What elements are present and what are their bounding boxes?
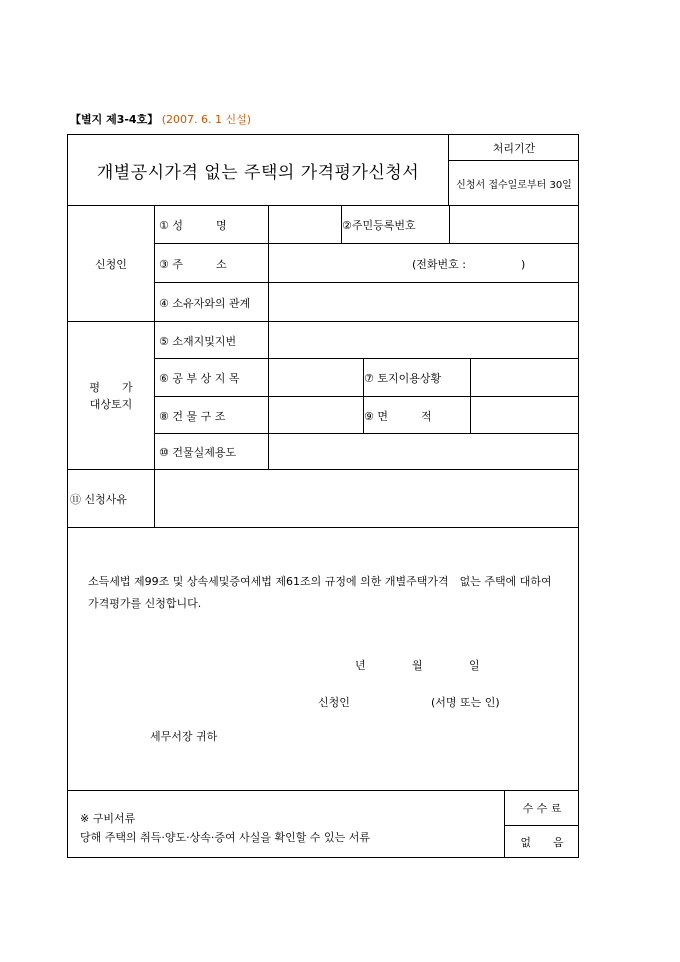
grid-line <box>341 205 342 243</box>
required-docs-text: 당해 주택의 취득·양도·상속·증여 사실을 확인할 수 있는 서류 <box>80 831 370 844</box>
grid-line <box>154 396 579 397</box>
area-label: ⑨ 면 적 <box>364 409 432 423</box>
land-section-label-line1: 평 가 <box>89 381 133 394</box>
grid-line <box>154 205 155 527</box>
declaration-text: 소득세법 제99조 및 상속세및증여세법 제61조의 규정에 의한 개별주택가격 없는 주택에 대하여 가격평가를 신청합니다. <box>88 575 552 610</box>
grid-line <box>363 358 364 433</box>
location-label: ⑤ 소재지및지번 <box>159 334 237 348</box>
land-use-field[interactable] <box>471 359 579 397</box>
grid-line <box>504 790 505 858</box>
grid-line <box>68 205 579 206</box>
phone-label: (전화번호 : ) <box>412 257 526 271</box>
name-field[interactable] <box>269 206 341 244</box>
fee-label: 수 수 료 <box>522 801 562 815</box>
reason-field[interactable] <box>155 470 579 528</box>
grid-line <box>449 205 450 243</box>
building-use-field[interactable] <box>269 434 579 470</box>
annex-number: 【별지 제3-4호】 <box>70 113 159 126</box>
grid-line <box>68 321 579 322</box>
grid-line <box>68 469 579 470</box>
building-use-label: ⑩ 건물실제용도 <box>159 446 237 459</box>
required-docs-title: ※ 구비서류 <box>80 812 136 825</box>
address-label: ③ 주 소 <box>159 257 227 271</box>
applicant-section-label: 신청인 <box>95 258 127 271</box>
established-date: (2007. 6. 1 신설) <box>161 113 252 126</box>
grid-line <box>154 433 579 434</box>
grid-line <box>470 358 471 433</box>
applicant-signature-label: 신청인 <box>318 696 350 709</box>
resident-no-label: ②주민등록번호 <box>342 219 416 232</box>
grid-line <box>154 358 579 359</box>
grid-line <box>448 135 449 205</box>
address-field[interactable] <box>269 244 579 283</box>
grid-line <box>448 160 579 161</box>
reason-label: ⑪ 신청사유 <box>70 493 128 506</box>
grid-line <box>154 243 579 244</box>
declaration-area <box>68 528 578 790</box>
grid-line <box>68 527 579 528</box>
year-label: 년 <box>355 659 366 672</box>
location-field[interactable] <box>269 322 579 359</box>
grid-line <box>504 825 579 826</box>
land-category-label: ⑥ 공 부 상 지 목 <box>159 372 240 385</box>
processing-period-label: 처리기간 <box>492 141 536 155</box>
land-section-label-line2: 대상토지 <box>89 398 133 411</box>
month-label: 월 <box>412 659 423 672</box>
resident-no-field[interactable] <box>450 206 579 244</box>
land-use-label: ⑦ 토지이용상황 <box>364 372 442 385</box>
processing-period-value: 신청서 접수일로부터 30일 <box>456 179 572 191</box>
name-label: ① 성 명 <box>159 219 227 232</box>
form-header <box>70 111 251 127</box>
area-field[interactable] <box>471 397 579 434</box>
signature-label: (서명 또는 인) <box>431 696 500 709</box>
land-section-label <box>68 322 154 470</box>
grid-line <box>68 790 579 791</box>
addressee: 세무서장 귀하 <box>150 730 218 743</box>
day-label: 일 <box>469 659 480 672</box>
relation-label: ④ 소유자와의 관계 <box>159 296 251 310</box>
land-category-field[interactable] <box>269 359 363 397</box>
relation-field[interactable] <box>269 283 579 322</box>
grid-line <box>268 205 269 469</box>
fee-value: 없 음 <box>520 836 564 849</box>
structure-field[interactable] <box>269 397 363 434</box>
form-title: 개별공시가격 없는 주택의 가격평가신청서 <box>96 162 420 183</box>
structure-label: ⑧ 건 물 구 조 <box>159 409 226 423</box>
application-form <box>67 134 579 858</box>
grid-line <box>154 282 579 283</box>
